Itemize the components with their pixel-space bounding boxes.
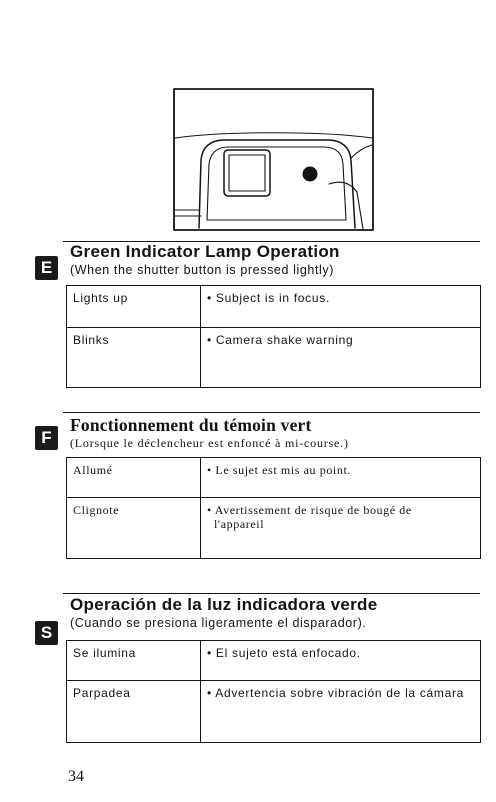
section-subtitle-s: (Cuando se presiona ligeramente el disparador). [70, 616, 367, 630]
section-title-s: Operación de la luz indicadora verde [70, 595, 378, 614]
language-badge-s: S [35, 621, 58, 645]
table-row [67, 328, 481, 388]
indicator-status-table-s [66, 640, 481, 743]
lamp-meaning-text: • Advertencia sobre vibración de la cámara [207, 686, 465, 700]
lamp-state-cell: Clignote [67, 498, 201, 559]
section-title-e: Green Indicator Lamp Operation [70, 242, 340, 261]
section-subtitle-e: (When the shutter button is pressed lightly) [70, 263, 335, 277]
section-title-f: Fonctionnement du témoin vert [70, 415, 312, 435]
indicator-status-table-f [66, 457, 481, 559]
lamp-state-cell: Allumé [67, 458, 201, 498]
indicator-status-table-e [66, 285, 481, 388]
table-row [67, 681, 481, 743]
lamp-meaning-text: • Subject is in focus. [207, 291, 330, 305]
lamp-state-cell: Blinks [67, 328, 201, 388]
lamp-state-cell: Parpadea [67, 681, 201, 743]
lamp-meaning-cell [201, 641, 481, 681]
lamp-meaning-text: • El sujeto está enfocado. [207, 646, 361, 660]
lamp-meaning-cell [201, 328, 481, 388]
lamp-state-cell: Se ilumina [67, 641, 201, 681]
table-row [67, 498, 481, 559]
table-row [67, 641, 481, 681]
page-number: 34 [68, 768, 84, 785]
illustration-frame [174, 89, 373, 230]
table-row [67, 286, 481, 328]
camera-viewfinder-illustration [173, 88, 374, 231]
lamp-meaning-cell [201, 681, 481, 743]
green-indicator-lamp-icon [303, 167, 318, 182]
section-subtitle-f: (Lorsque le déclencheur est enfoncé à mi-course.) [70, 436, 349, 450]
section-rule-s [63, 593, 480, 594]
lamp-meaning-text: • Le sujet est mis au point. [207, 463, 351, 477]
lamp-meaning-text: • Avertissement de risque de bougé de l'appareil [207, 503, 412, 531]
lamp-meaning-cell [201, 498, 481, 559]
section-rule-f [63, 412, 480, 413]
language-badge-f: F [35, 426, 58, 450]
lamp-meaning-text: • Camera shake warning [207, 333, 354, 347]
lamp-meaning-cell [201, 458, 481, 498]
table-row [67, 458, 481, 498]
language-badge-e: E [35, 256, 58, 280]
lamp-meaning-cell [201, 286, 481, 328]
lamp-state-cell: Lights up [67, 286, 201, 328]
